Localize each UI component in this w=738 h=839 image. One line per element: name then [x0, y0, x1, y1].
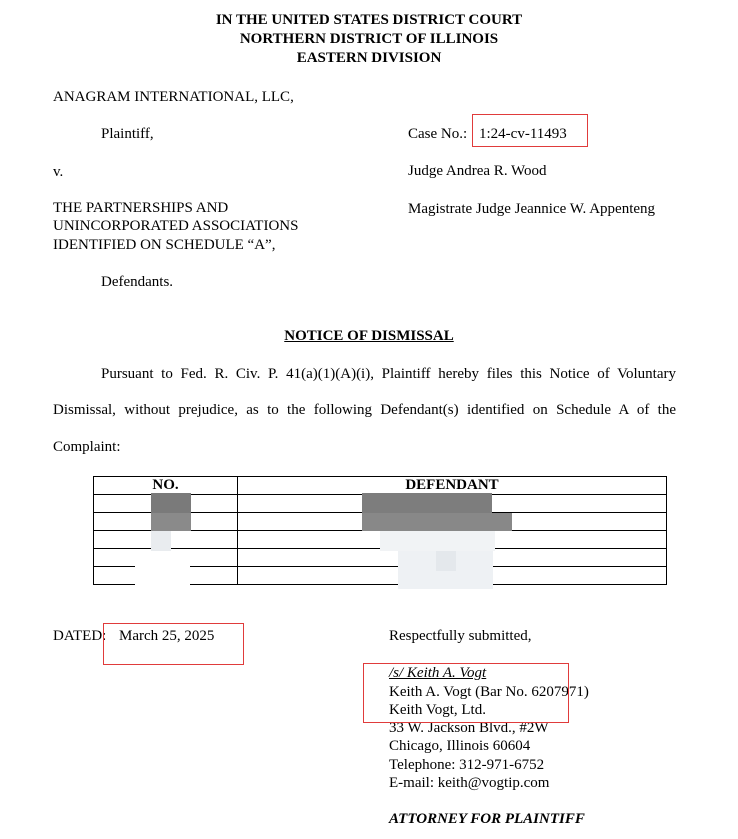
table-header-row — [94, 477, 667, 495]
defendant-line-3: IDENTIFIED ON SCHEDULE “A”, — [53, 237, 276, 253]
signature-highlight-box — [363, 663, 569, 723]
date-highlight-box — [103, 623, 244, 665]
address-line-1: 33 W. Jackson Blvd., #2W — [389, 720, 549, 736]
plaintiff-role: Plaintiff, — [101, 126, 154, 142]
dated-value: March 25, 2025 — [119, 628, 215, 644]
email: E-mail: keith@vogtip.com — [389, 775, 550, 791]
telephone: Telephone: 312-971-6752 — [389, 757, 545, 773]
respectfully-submitted: Respectfully submitted, — [389, 628, 532, 644]
defendant-line-2: UNINCORPORATED ASSOCIATIONS — [53, 218, 299, 234]
plaintiff-name: ANAGRAM INTERNATIONAL, LLC, — [53, 89, 294, 105]
notice-title: NOTICE OF DISMISSAL — [284, 328, 454, 344]
versus: v. — [53, 164, 64, 180]
notice-paragraph-line-3: Complaint: — [53, 439, 121, 455]
court-district: NORTHERN DISTRICT OF ILLINOIS — [239, 31, 499, 47]
column-header-number: NO. — [94, 477, 238, 495]
address-line-2: Chicago, Illinois 60604 — [389, 738, 531, 754]
column-header-defendant: DEFENDANT — [238, 477, 667, 495]
defendant-role: Defendants. — [101, 274, 174, 290]
law-firm: Keith Vogt, Ltd. — [389, 702, 486, 718]
case-label: Case No.: — [408, 126, 468, 142]
dated-label: DATED: — [53, 628, 107, 644]
notice-paragraph-line-1: Pursuant to Fed. R. Civ. P. 41(a)(1)(A)(i), Plaintiff hereby files this Notice of Voluntary — [101, 366, 676, 382]
electronic-signature: /s/ Keith A. Vogt — [389, 665, 487, 681]
court-division: EASTERN DIVISION — [296, 50, 442, 66]
court-name: IN THE UNITED STATES DISTRICT COURT — [215, 12, 523, 28]
attorney-name-bar: Keith A. Vogt (Bar No. 6207971) — [389, 684, 589, 700]
notice-paragraph-line-2: Dismissal, without prejudice, as to the following Defendant(s) identified on Schedule A of the — [53, 402, 676, 418]
case-number-highlight-box — [472, 114, 588, 147]
magistrate-judge-name: Magistrate Judge Jeannice W. Appenteng — [408, 201, 656, 217]
attorney-for-plaintiff: ATTORNEY FOR PLAINTIFF — [389, 811, 585, 827]
case-number: 1:24-cv-11493 — [479, 126, 567, 142]
defendant-line-1: THE PARTNERSHIPS AND — [53, 200, 229, 216]
judge-name: Judge Andrea R. Wood — [408, 163, 547, 179]
